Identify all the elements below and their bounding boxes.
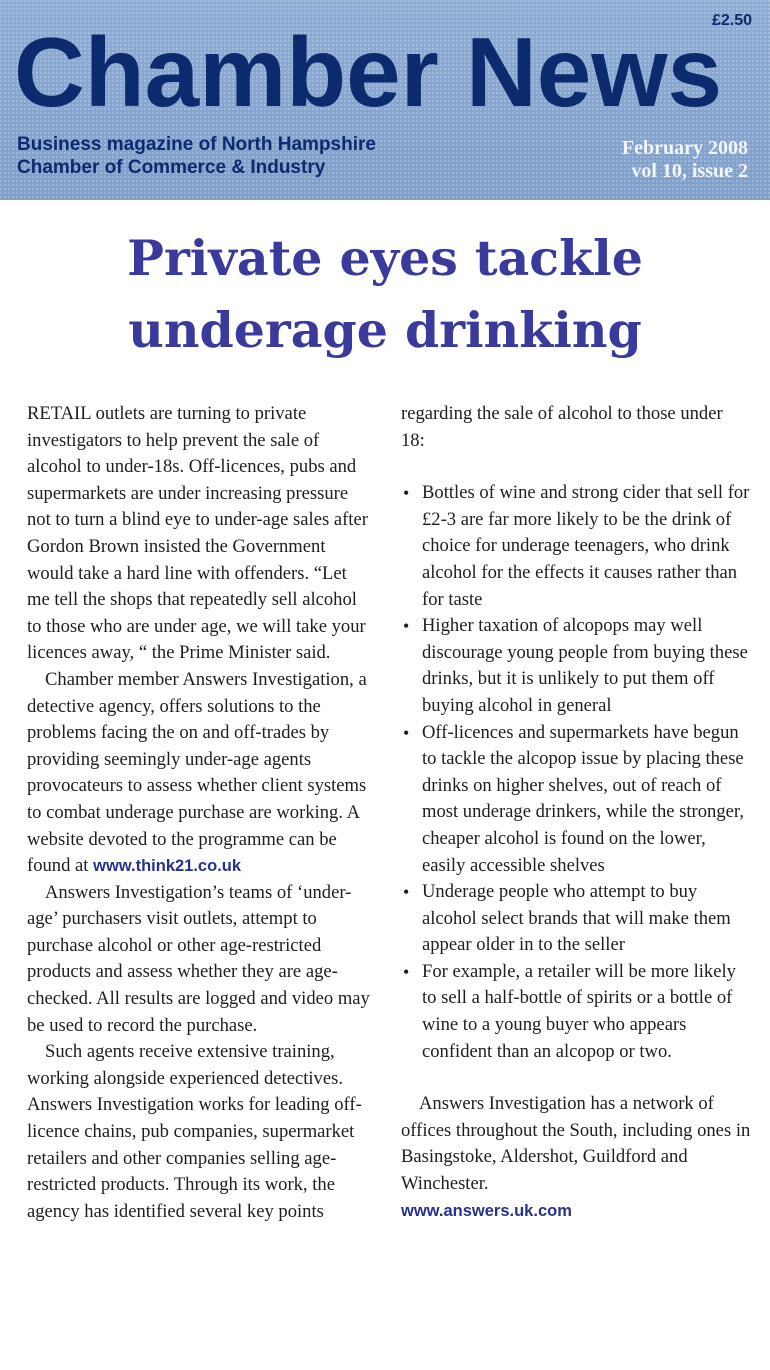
masthead bbox=[0, 0, 770, 200]
issue-info bbox=[622, 137, 748, 183]
paragraph-training: Such agents receive extensive training, working alongside experienced detectives. Answers Investigation works for leading off-licence chains, pub companies, supermarket retailers and other companies selling age-restricted products. Through its work, the agency has identified several key points bbox=[27, 1041, 362, 1222]
headline-line-2: underage drinking bbox=[128, 301, 642, 359]
think21-link[interactable]: www.think21.co.uk bbox=[93, 857, 242, 876]
list-item: • Off-licences and supermarkets have begun to tackle the alcopop issue by placing these drinks on higher shelves, out of reach of most underage drinkers, while the stronger, cheaper alcohol is found on the lower, easily accessible shelves bbox=[401, 720, 751, 880]
cover-price: £2.50 bbox=[711, 12, 752, 29]
answers-link-line bbox=[401, 1198, 751, 1225]
article-left-column bbox=[27, 401, 372, 1225]
article-right-column bbox=[401, 401, 751, 1224]
paragraph-intro: RETAIL outlets are turning to private investigators to help prevent the sale of alcohol to under-18s. Off-licences, pubs and supermarkets are under increasing pressure not to turn a blind eye to under-age sales after Gordon Brown insisted the Government would take a hard line with offenders. “Let me tell the shops that repeatedly sell alcohol to those who are under age, we will take your licences away, “ the Prime Minister said. bbox=[27, 403, 368, 664]
list-item: • Higher taxation of alcopops may well discourage young people from buying these drinks, but it is unlikely to put them off buying alcohol in general bbox=[401, 613, 751, 719]
spacer bbox=[401, 1065, 751, 1091]
magazine-title: Chamber News bbox=[14, 17, 723, 127]
headline-line-1: Private eyes tackle bbox=[127, 229, 643, 287]
list-item: • Bottles of wine and strong cider that sell for £2-3 are far more likely to be the drink of choice for underage teenagers, who drink alcohol for the effects it causes rather than for taste bbox=[401, 480, 751, 613]
paragraph-chamber-member-text: Chamber member Answers Investigation, a detective agency, offers solutions to the problems facing the on and off-trades by providing seemingly under-age agents provocateurs to assess whether client systems to combat underage purchase are working. A website devoted to the programme can be found at bbox=[27, 668, 367, 877]
bullets-intro: regarding the sale of alcohol to those under 18: bbox=[401, 403, 723, 451]
paragraph-teams: Answers Investigation’s teams of ‘under-age’ purchasers visit outlets, attempt to purchase alcohol or other age-restricted products and assess whether they are age-checked. All results are logged and video may be used to record the purchase. bbox=[27, 881, 370, 1036]
list-item: • For example, a retailer will be more likely to sell a half-bottle of spirits or a bottle of wine to a young buyer who appears confident than an alcopop or two. bbox=[401, 959, 751, 1065]
article-headline bbox=[0, 222, 770, 366]
magazine-subtitle bbox=[17, 133, 376, 179]
paragraph-chamber-member bbox=[27, 667, 372, 880]
subtitle-line-1: Business magazine of North Hampshire bbox=[17, 134, 376, 155]
spacer bbox=[401, 454, 751, 480]
paragraph-closing: Answers Investigation has a network of offices throughout the South, including ones in Basingstoke, Aldershot, Guildford and Winchester. bbox=[401, 1093, 751, 1195]
list-item: • Underage people who attempt to buy alcohol select brands that will make them appear older in to the seller bbox=[401, 879, 751, 959]
key-points-list bbox=[401, 480, 751, 1065]
subtitle-line-2: Chamber of Commerce & Industry bbox=[17, 157, 326, 178]
issue-number: vol 10, issue 2 bbox=[631, 160, 748, 182]
issue-date: February 2008 bbox=[621, 137, 748, 159]
answers-link[interactable]: www.answers.uk.com bbox=[401, 1201, 572, 1220]
